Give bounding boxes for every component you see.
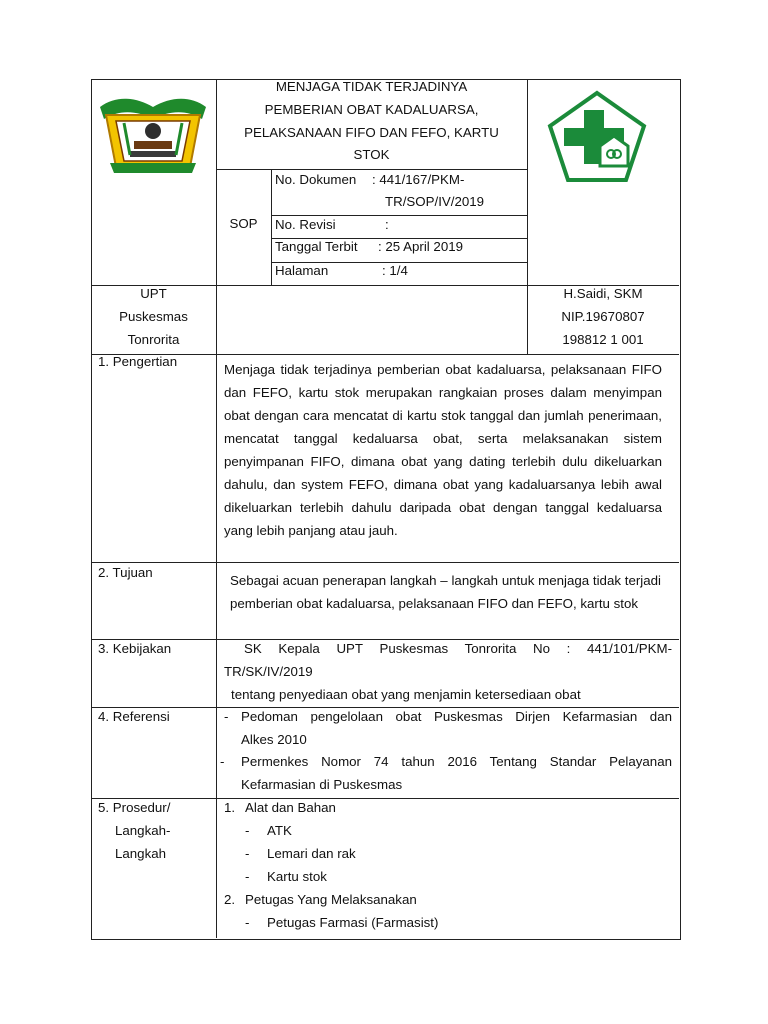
kebijakan-line-2: TR/SK/IV/2019 bbox=[224, 664, 313, 679]
step-2-item-1: Petugas Farmasi (Farmasist) bbox=[267, 915, 439, 930]
step-2-number: 2. bbox=[224, 892, 236, 907]
step-2-title: Petugas Yang Melaksanakan bbox=[245, 892, 417, 907]
step-1-number: 1. bbox=[224, 800, 236, 815]
org-line-3: Tonrorita bbox=[127, 332, 180, 347]
doc-no-value-cont: TR/SOP/IV/2019 bbox=[385, 194, 485, 209]
regional-emblem-icon bbox=[96, 93, 210, 175]
signer-nip-1: NIP.19670807 bbox=[561, 309, 645, 324]
kebijakan-line-1: SK Kepala UPT Puskesmas Tonrorita No : 441/101/PKM- bbox=[244, 641, 672, 656]
org-line-2: Puskesmas bbox=[119, 309, 188, 324]
signer-name: H.Saidi, SKM bbox=[563, 286, 643, 301]
doc-no-value: : 441/167/PKM- bbox=[372, 172, 465, 187]
title-line-4: STOK bbox=[353, 147, 390, 162]
issued-value: : 25 April 2019 bbox=[378, 239, 464, 254]
step-1-item-1: ATK bbox=[267, 823, 292, 838]
step-1-item-2: Lemari dan rak bbox=[267, 846, 356, 861]
issued-label: Tanggal Terbit bbox=[275, 239, 358, 254]
revision-label: No. Revisi bbox=[275, 217, 336, 232]
referensi-dash-1: - bbox=[224, 709, 229, 724]
title-line-1: MENJAGA TIDAK TERJADINYA bbox=[275, 79, 468, 94]
step-1-dash: - bbox=[245, 823, 250, 838]
step-1-item-3: Kartu stok bbox=[267, 869, 327, 884]
prosedur-label-1: 5. Prosedur/ bbox=[98, 800, 171, 815]
row-line bbox=[91, 798, 679, 799]
step-1-title: Alat dan Bahan bbox=[245, 800, 336, 815]
step-2-dash: - bbox=[245, 915, 250, 930]
row-line bbox=[91, 562, 679, 563]
sop-divider bbox=[271, 169, 272, 286]
pengertian-text: Menjaga tidak terjadinya pemberian obat kadaluarsa, pelaksanaan FIFO dan FEFO, kartu stok merupakan rangkaian proses dalam menyimpan obat dengan cara mencatat di kartu stok tanggal dan jumlah penerimaan, mencatat tanggal kedaluarsa obat, serta melaksanakan sistem penyimpanan FIFO, dimana obat yang dating terlebih dulu dikeluarkan dahulu, dan system FEFO, dimana obat yang kadaluarsanya lebih awal dikeluarkan terlebih dahulu daripada obat dengan tanggal kedaluarsa yang lebih panjang atau jauh. bbox=[224, 362, 662, 538]
pengertian-label: 1. Pengertian bbox=[98, 354, 178, 369]
page-value: : 1/4 bbox=[382, 263, 408, 278]
revision-value: : bbox=[385, 217, 389, 232]
tujuan-label: 2. Tujuan bbox=[98, 565, 153, 580]
prosedur-label-3: Langkah bbox=[115, 846, 167, 861]
column-divider-left bbox=[216, 79, 217, 938]
title-line-3: PELAKSANAAN FIFO DAN FEFO, KARTU bbox=[244, 125, 499, 140]
page-label: Halaman bbox=[275, 263, 329, 278]
kebijakan-label: 3. Kebijakan bbox=[98, 641, 172, 656]
referensi-label: 4. Referensi bbox=[98, 709, 170, 724]
step-1-dash: - bbox=[245, 846, 250, 861]
referensi-item-2-line-2: Kefarmasian di Puskesmas bbox=[241, 777, 403, 792]
referensi-item-2-line-1: Permenkes Nomor 74 tahun 2016 Tentang Standar Pelayanan bbox=[241, 754, 672, 769]
tujuan-text: Sebagai acuan penerapan langkah – langkah untuk menjaga tidak terjadi pemberian obat kadaluarsa, pelaksanaan FIFO dan FEFO, kartu stok bbox=[230, 573, 661, 611]
puskesmas-logo-icon bbox=[546, 90, 648, 184]
doc-no-label: No. Dokumen bbox=[275, 172, 357, 187]
referensi-item-1-line-2: Alkes 2010 bbox=[241, 732, 307, 747]
kebijakan-line-3: tentang penyediaan obat yang menjamin ketersediaan obat bbox=[231, 687, 581, 702]
referensi-item-1-line-1: Pedoman pengelolaan obat Puskesmas Dirjen Kefarmasian dan bbox=[241, 709, 672, 724]
referensi-dash-2: - bbox=[220, 754, 225, 769]
prosedur-label-2: Langkah- bbox=[115, 823, 171, 838]
sop-label: SOP bbox=[229, 216, 258, 231]
step-1-dash: - bbox=[245, 869, 250, 884]
sop-document bbox=[91, 79, 680, 939]
row-line bbox=[91, 354, 679, 355]
org-line-1: UPT bbox=[140, 286, 167, 301]
signer-nip-2: 198812 1 001 bbox=[562, 332, 644, 347]
title-line-2: PEMBERIAN OBAT KADALUARSA, bbox=[264, 102, 479, 117]
